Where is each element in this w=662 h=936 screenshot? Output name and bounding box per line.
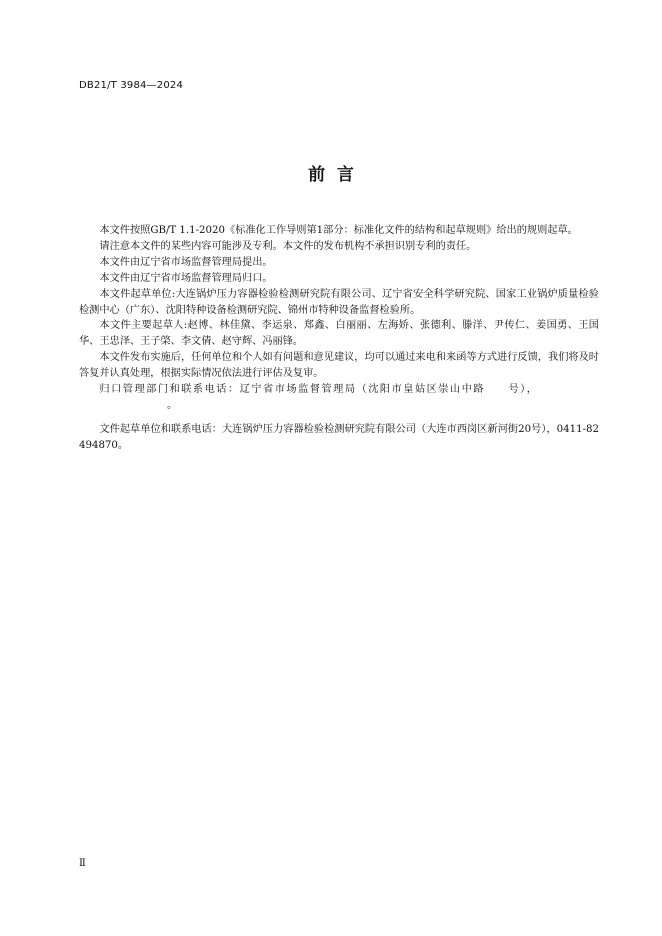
paragraph-feedback: 本文件发布实施后，任何单位和个人如有问题和意见建议，均可以通过来电和来函等方式进行反馈，我们将及时答复并认真处理，根据实际情况依法进行评估及复审。 xyxy=(79,352,599,380)
preface-body xyxy=(79,223,599,454)
paragraph-proposer: 本文件由辽宁省市场监督管理局提出。 xyxy=(99,256,273,268)
paragraph-admin-contact-end: 。 xyxy=(167,399,178,411)
paragraph-patent-notice: 请注意本文件的某些内容可能涉及专利。本文件的发布机构不承担识别专利的责任。 xyxy=(99,240,477,252)
page-number: Ⅱ xyxy=(79,858,86,869)
paragraph-administrator: 本文件由辽宁省市场监督管理局归口。 xyxy=(99,272,273,284)
document-code: DB21/T 3984—2024 xyxy=(79,80,184,91)
paragraph-admin-contact: 归口管理部门和联系电话：辽宁省市场监督管理局（沈阳市皇姑区崇山中路 号）， xyxy=(99,384,539,396)
paragraph-drafting-units: 本文件起草单位:大连锅炉压力容器检验检测研究院有限公司、辽宁省安全科学研究院、国家工业锅炉质量检验检测中心（广东）、沈阳特种设备检测研究院、锦州市特种设备监督检验所。 xyxy=(79,288,599,316)
page-title xyxy=(0,160,662,185)
paragraph-drafting-rules: 本文件按照GB/T 1.1-2020《标准化工作导则第1部分：标准化文件的结构和起草规则》给出的规则起草。 xyxy=(99,225,578,236)
title-text: 前 言 xyxy=(308,165,354,185)
paragraph-drafter-contact: 文件起草单位和联系电话：大连锅炉压力容器检验检测研究院有限公司（大连市西岗区新河街20号），0411-82494870。 xyxy=(79,423,599,451)
paragraph-drafters: 本文件主要起草人:赵博、林佳黛、李运泉、郑鑫、白丽丽、左海娇、张德利、滕洋、尹传仁、姜国勇、王国华、王忠泽、王子棨、李文倩、赵守辉、冯丽锋。 xyxy=(79,320,599,348)
